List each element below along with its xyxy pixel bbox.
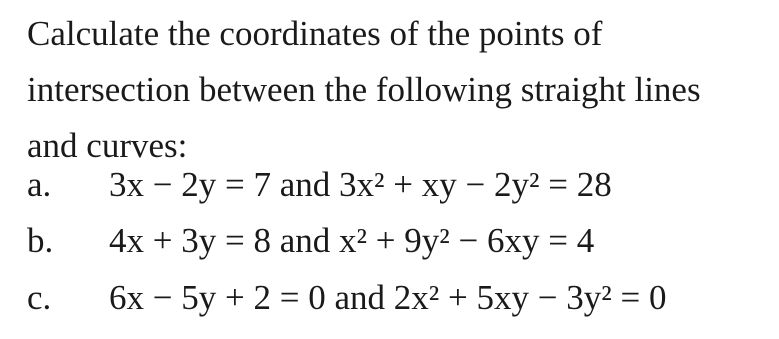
question-c-label: c. bbox=[27, 278, 52, 317]
question-b-label: b. bbox=[27, 221, 54, 260]
question-a-label: a. bbox=[27, 165, 52, 204]
exercise-instructions: Calculate the coordinates of the points of intersection between the following straight lines and curves: bbox=[27, 14, 701, 165]
question-b-expression: 4x + 3y = 8 and x² + 9y² − 6xy = 4 bbox=[109, 221, 595, 260]
question-a-expression: 3x − 2y = 7 and 3x² + xy − 2y² = 28 bbox=[109, 165, 612, 204]
question-c-expression: 6x − 5y + 2 = 0 and 2x² + 5xy − 3y² = 0 bbox=[109, 278, 667, 317]
